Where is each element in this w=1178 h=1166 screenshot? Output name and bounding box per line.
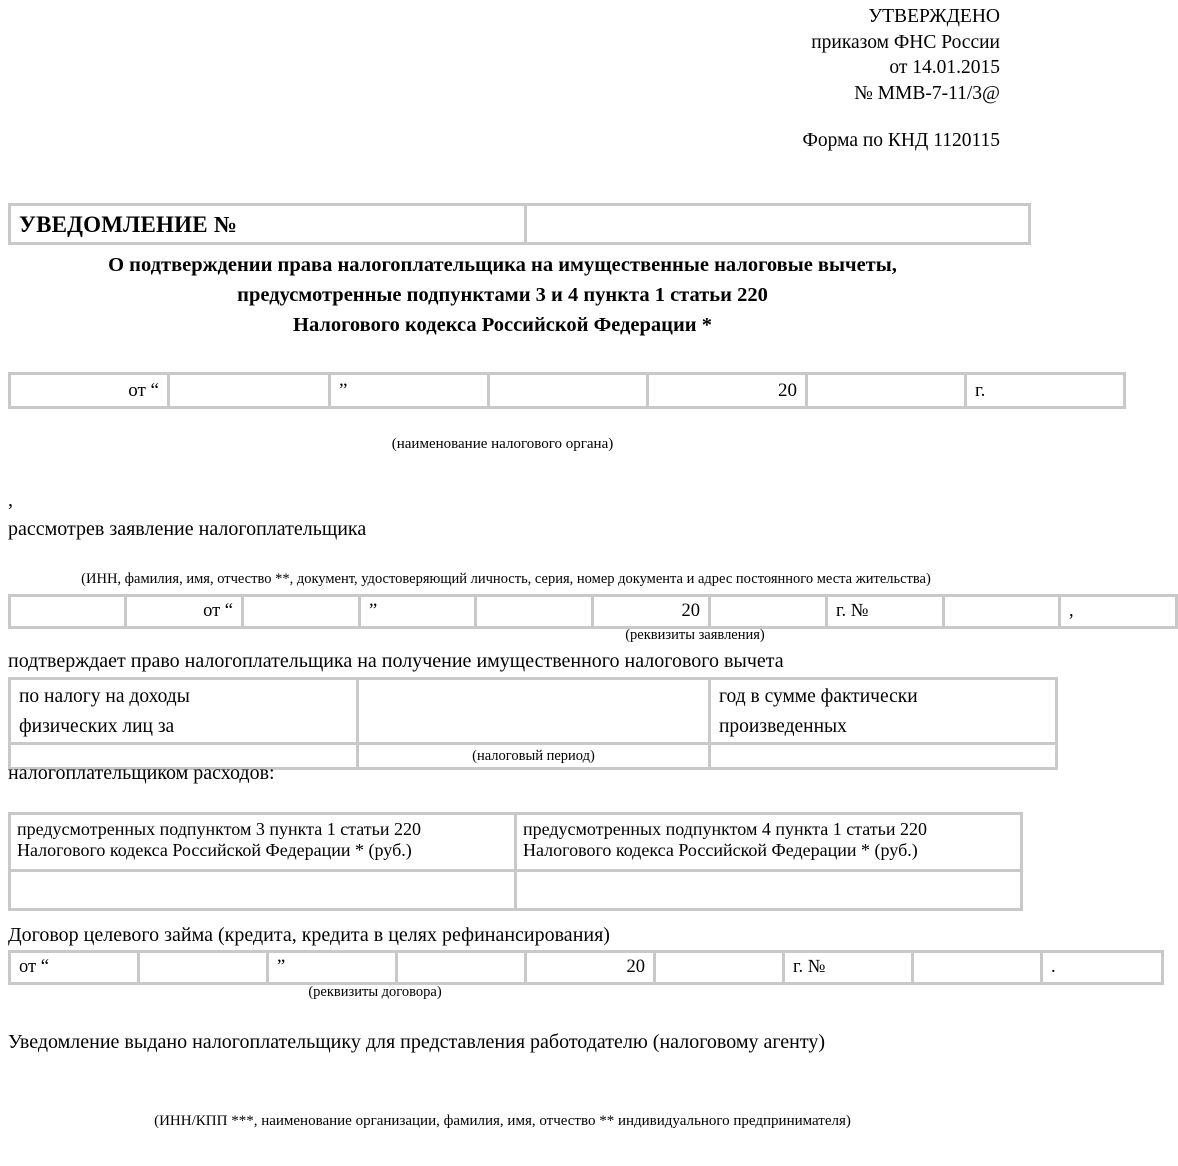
subtitle-line-1: О подтверждении права налогоплательщика на имущественные налоговые вычеты, [108,254,897,276]
contract-year-prefix: 20 [526,952,655,984]
contract-number-field[interactable] [913,952,1042,984]
notification-title-cell: УВЕДОМЛЕНИЕ № [10,205,526,244]
table-row [10,205,1030,244]
period-col3-line2: произведенных [719,716,847,737]
approval-line-1: УТВЕРЖДЕНО [868,6,1000,27]
date1-day-field[interactable] [169,374,330,408]
caption-employer-details: (ИНН/КПП ***, наименование организации, фамилия, имя, отчество ** индивидуального предпринимателя) [154,1113,851,1129]
contract-year-number-label: г. № [784,952,913,984]
expenses-header-subclause-4: предусмотренных подпунктом 4 пункта 1 статьи 220 Налогового кодекса Российской Федерации * (руб.) [516,814,1022,871]
period-col1-line2: физических лиц за [19,716,175,737]
notification-subtitle [0,250,1005,340]
date2-year-number-label: г. № [827,596,944,628]
contract-month-field[interactable] [397,952,526,984]
contract-from-label: от “ [10,952,139,984]
period-row2-col3 [710,744,1057,769]
date1-year-suffix: г. [966,374,1125,408]
confirms-right-line: подтверждает право налогоплательщика на получение имущественного налогового вычета [8,650,784,672]
period-col3-line1: год в сумме фактически [719,686,918,707]
table-row [10,374,1125,408]
reviewed-application-line: рассмотрев заявление налогоплательщика [8,518,367,540]
approval-line-3: от 14.01.2015 [889,57,1000,78]
date1-quote-close: ” [330,374,489,408]
caption-tax-period: (налоговый период) [358,744,710,769]
expenses-value-subclause-3[interactable] [10,871,516,910]
expenses-intro-line: налогоплательщиком расходов: [8,762,275,784]
date2-tail-punct: , [1060,596,1177,628]
comma-separator-line: , [8,489,13,511]
notification-title-row [8,203,1031,245]
contract-date-row [8,950,1164,985]
date2-number-field[interactable] [944,596,1060,628]
date2-from-label: от “ [126,596,243,628]
date2-day-field[interactable] [243,596,360,628]
table-row [10,952,1163,984]
date2-year-prefix: 20 [593,596,710,628]
date1-from-label: от “ [10,374,169,408]
contract-heading: Договор целевого займа (кредита, кредита в целях рефинансирования) [8,924,610,946]
period-col1-label [10,679,358,744]
date1-year-field[interactable] [807,374,966,408]
table-row [10,679,1057,744]
date2-quote-close: ” [360,596,476,628]
period-value-field[interactable] [358,679,710,744]
date1-year-prefix: 20 [648,374,807,408]
expenses-table [8,812,1023,911]
date2-month-field[interactable] [476,596,593,628]
contract-tail-punct: . [1042,952,1163,984]
expenses-header-subclause-3: предусмотренных подпунктом 3 пункта 1 статьи 220 Налогового кодекса Российской Федерации * (руб.) [10,814,516,871]
approval-line-4: № ММВ-7-11/3@ [854,82,1000,104]
date2-lead-field[interactable] [10,596,126,628]
contract-day-field[interactable] [139,952,268,984]
form-code-label: Форма по КНД 1120115 [802,130,1000,151]
contract-year-field[interactable] [655,952,784,984]
notification-number-field[interactable] [526,205,1030,244]
approval-line-2: приказом ФНС России [811,31,1000,53]
table-row [10,596,1177,628]
caption-application-details: (реквизиты заявления) [625,627,765,643]
period-col1-line1: по налогу на доходы [19,686,190,707]
tax-period-table [8,677,1058,770]
caption-contract-details: (реквизиты договора) [308,984,442,1000]
period-col3-label [710,679,1057,744]
application-date-row [8,594,1178,629]
caption-person-details: (ИНН, фамилия, имя, отчество **, документ, удостоверяющий личность, серия, номер документа и адрес постоянного места жительства) [81,571,931,587]
expenses-value-subclause-4[interactable] [516,871,1022,910]
subtitle-line-3: Налогового кодекса Российской Федерации * [293,314,712,336]
contract-quote-close: ” [268,952,397,984]
table-row [10,814,1022,871]
issued-to-employer-line: Уведомление выдано налогоплательщику для представления работодателю (налоговому агенту) [8,1031,826,1053]
issue-date-row [8,372,1126,409]
subtitle-line-2: предусмотренные подпунктами 3 и 4 пункта 1 статьи 220 [237,284,768,306]
date2-year-field[interactable] [710,596,827,628]
table-row [10,871,1022,910]
approval-header [0,0,1000,153]
caption-tax-authority: (наименование налогового органа) [391,436,614,452]
date1-month-field[interactable] [489,374,648,408]
